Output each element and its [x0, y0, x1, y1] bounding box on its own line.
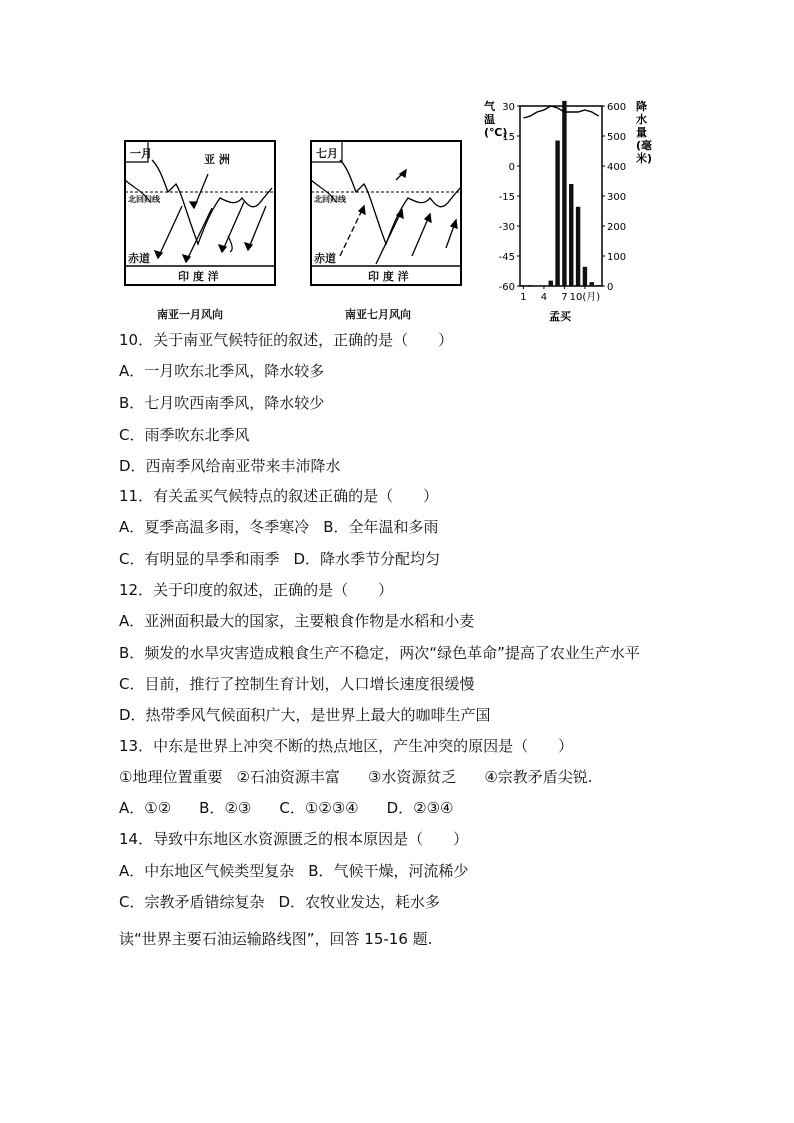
question-13-option-c: C．①②③④: [279, 799, 359, 817]
precip-tick-label: 600: [607, 102, 627, 113]
precip-bar: [549, 281, 553, 286]
question-10-option-d: D．西南季风给南亚带来丰沛降水: [119, 457, 341, 475]
question-13-option-b: B．②③: [199, 799, 252, 817]
map-july-month-label: 七月: [316, 147, 338, 160]
precip-axis-title: 降水量(毫米): [636, 100, 653, 165]
question-13-option-d: D．②③④: [386, 799, 454, 817]
question-13-item-1: ①地理位置重要: [119, 768, 223, 786]
precip-bar: [535, 285, 539, 286]
month-tick-label: 10(月): [569, 292, 601, 303]
question-13-item-4: ④宗教矛盾尖锐.: [484, 768, 593, 786]
map-january-caption: 南亚一月风向: [157, 308, 223, 321]
question-10-option-b: B．七月吹西南季风，降水较少: [119, 394, 325, 412]
map-january-ocean-label: 印 度 洋: [178, 270, 219, 283]
precip-bar: [576, 207, 580, 286]
question-12-option-b: B．频发的水旱灾害造成粮食生产不稳定，两次“绿色革命”提高了农业生产水平: [119, 644, 640, 662]
precip-bar: [562, 101, 566, 286]
precip-bar: [528, 285, 532, 286]
question-14-option-c: C．宗教矛盾错综复杂: [119, 893, 265, 911]
map-january: [124, 140, 276, 286]
question-13-item-2: ②石油资源丰富: [236, 768, 340, 786]
question-14-option-b: B．气候干燥，河流稀少: [308, 862, 469, 880]
precip-tick-label: 500: [607, 132, 627, 143]
question-12-option-c: C．目前，推行了控制生育计划，人口增长速度很缓慢: [119, 675, 475, 693]
question-11-stem: 11．有关孟买气候特点的叙述正确的是（ ）: [119, 487, 439, 505]
temp-tick-label: -15: [498, 192, 515, 203]
question-11-row-2: [119, 549, 440, 569]
question-14-row-2: [119, 892, 440, 912]
temp-tick-label: -30: [498, 222, 515, 233]
question-10-option-c: C．雨季吹东北季风: [119, 426, 250, 444]
map-july-equator-label: 赤道: [314, 252, 336, 265]
map-july-tropic-label: 北回归线: [314, 195, 346, 204]
question-11-option-a: A．夏季高温多雨，冬季寒冷: [119, 518, 310, 536]
precip-tick-label: 0: [607, 282, 614, 293]
question-14-option-a: A．中东地区气候类型复杂: [119, 862, 295, 880]
question-13-items: [119, 767, 593, 787]
climate-chart: [478, 96, 654, 324]
question-13-stem: 13．中东是世界上冲突不断的热点地区，产生冲突的原因是（ ）: [119, 737, 574, 755]
question-11-option-d: D．降水季节分配均匀: [293, 550, 441, 568]
precip-tick-label: 300: [607, 192, 627, 203]
map-january-month-label: 一月: [130, 147, 152, 160]
map-july: [310, 140, 462, 286]
reading-intro: 读“世界主要石油运输路线图”，回答 15-16 题.: [119, 930, 433, 948]
figures-area: [0, 0, 794, 330]
precip-tick-label: 400: [607, 162, 627, 173]
month-tick-label: 4: [540, 292, 548, 303]
temp-tick-label: 15: [502, 132, 515, 143]
precip-bar: [569, 184, 573, 286]
question-11-row-1: [119, 517, 439, 537]
temp-tick-label: -45: [498, 252, 515, 263]
question-11-option-b: B．全年温和多雨: [323, 518, 439, 536]
temp-tick-label: 0: [508, 162, 515, 173]
precip-bar: [583, 267, 587, 286]
climate-chart-caption: 孟买: [549, 310, 571, 323]
temp-tick-label: 30: [502, 102, 515, 113]
question-10-option-a: A．一月吹东北季风，降水较多: [119, 362, 325, 380]
precip-tick-label: 100: [607, 252, 627, 263]
temp-axis-title: 气温(℃): [484, 100, 508, 139]
temperature-line: [523, 106, 598, 118]
precip-bar: [521, 285, 525, 286]
question-13-options: [119, 798, 454, 818]
question-13-option-a: A．①②: [119, 799, 172, 817]
precip-bar: [590, 282, 594, 286]
precip-bar: [555, 141, 559, 287]
month-tick-label: 7: [561, 292, 568, 303]
question-13-item-3: ③水资源贫乏: [367, 768, 457, 786]
plot-frame: [520, 106, 602, 286]
question-14-row-1: [119, 861, 469, 881]
map-january-continent-label: 亚 洲: [204, 153, 230, 166]
month-tick-label: 1: [520, 292, 527, 303]
precip-tick-label: 200: [607, 222, 627, 233]
question-14-option-d: D．农牧业发达，耗水多: [278, 893, 441, 911]
question-11-option-c: C．有明显的旱季和雨季: [119, 550, 280, 568]
precip-bar: [596, 285, 600, 286]
question-12-stem: 12．关于印度的叙述，正确的是（ ）: [119, 581, 394, 599]
map-january-tropic-label: 北回归线: [128, 195, 160, 204]
question-14-stem: 14．导致中东地区水资源匮乏的根本原因是（ ）: [119, 830, 469, 848]
question-10-stem: 10．关于南亚气候特征的叙述，正确的是（ ）: [119, 331, 454, 349]
question-12-option-a: A．亚洲面积最大的国家，主要粮食作物是水稻和小麦: [119, 612, 475, 630]
temp-tick-label: -60: [498, 282, 515, 293]
map-january-equator-label: 赤道: [128, 252, 150, 265]
map-july-caption: 南亚七月风向: [345, 308, 411, 321]
question-12-option-d: D．热带季风气候面积广大，是世界上最大的咖啡生产国: [119, 706, 491, 724]
map-july-ocean-label: 印 度 洋: [368, 270, 409, 283]
